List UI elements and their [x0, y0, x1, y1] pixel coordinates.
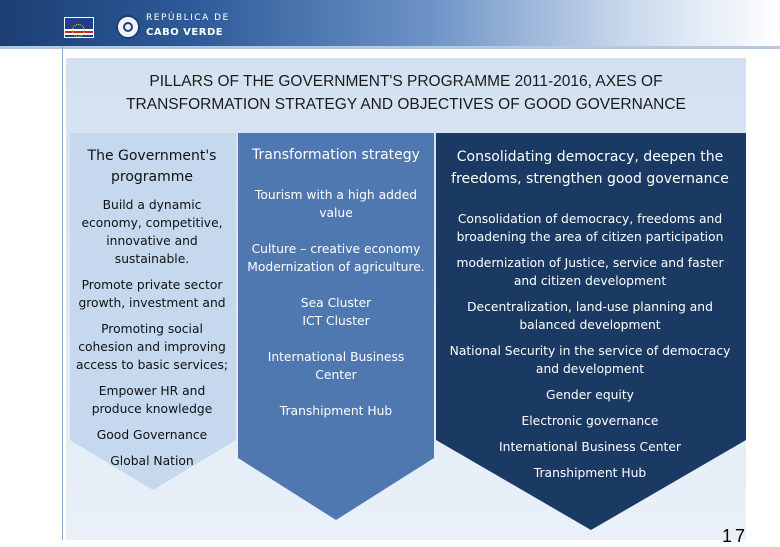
governance-item-1-line: Consolidation of democracy, freedoms and	[457, 212, 723, 226]
governance-item-5-line: Gender equity	[546, 388, 634, 402]
governance-header-line-1: Consolidating democracy, deepen the	[456, 149, 724, 165]
strategy-item-4	[240, 348, 432, 384]
programme-item-1-line: sustainable.	[114, 252, 190, 266]
governance-item-2-line: and citizen development	[513, 274, 667, 288]
programme-item-5	[72, 426, 232, 444]
title-line-1: PILLARS OF THE GOVERNMENT'S PROGRAMME 2011-2016, AXES OF	[149, 73, 663, 90]
governance-item-8-line: Transhipment Hub	[533, 466, 647, 480]
title-line-2: TRANSFORMATION STRATEGY AND OBJECTIVES OF GOOD GOVERNANCE	[126, 96, 686, 113]
programme-item-4-line: Empower HR and	[98, 384, 206, 398]
programme-item-6	[72, 452, 232, 470]
governance-item-2	[442, 254, 738, 290]
strategy-item-1	[240, 186, 432, 222]
governance-item-7-line: International Business Center	[499, 440, 681, 454]
governance-item-3	[442, 298, 738, 334]
strategy-item-2	[240, 240, 432, 276]
strategy-item-5	[240, 402, 432, 420]
strategy-item-2-line: Culture – creative economy	[251, 242, 421, 256]
programme-header-line-1: The Government's	[87, 148, 217, 164]
programme-item-4	[72, 382, 232, 418]
strategy-item-3-line: Sea Cluster	[300, 296, 372, 310]
strategy-item-1-line: value	[319, 206, 353, 220]
programme-item-1-line: economy, competitive,	[81, 216, 223, 230]
strategy-item-1-line: Tourism with a high added	[254, 188, 418, 202]
governance-item-3-line: balanced development	[519, 318, 661, 332]
governance-item-3-line: Decentralization, land-use planning and	[467, 300, 713, 314]
strategy-item-3-line: ICT Cluster	[302, 314, 370, 328]
governance-item-6-line: Electronic governance	[521, 414, 659, 428]
strategy-item-3	[240, 294, 432, 330]
programme-header	[72, 146, 232, 188]
programme-item-6-line: Global Nation	[110, 454, 194, 468]
programme-item-2	[72, 276, 232, 312]
country-name: CABO VERDE	[146, 26, 224, 38]
governance-item-4-line: National Security in the service of democracy	[449, 344, 731, 358]
country-top: REPÚBLICA DE	[146, 13, 230, 23]
governance-item-2-line: modernization of Justice, service and faster	[456, 256, 724, 270]
programme-header-line-2: programme	[110, 169, 193, 185]
governance-item-6	[442, 412, 738, 430]
strategy-item-4-line: International Business	[267, 350, 405, 364]
programme-item-1-line: Build a dynamic	[102, 198, 202, 212]
strategy-item-2-line: Modernization of agriculture.	[247, 260, 425, 274]
strategy-item-4-line: Center	[315, 368, 357, 382]
programme-item-3-line: Promoting social	[101, 322, 203, 336]
governance-item-8	[442, 464, 738, 482]
governance-header-line-2: freedoms, strengthen good governance	[451, 171, 729, 187]
governance-header	[442, 146, 738, 190]
strategy-item-5-line: Transhipment Hub	[279, 404, 393, 418]
programme-item-1	[72, 196, 232, 268]
page-number: 17	[722, 526, 749, 546]
programme-item-3-line: access to basic services;	[75, 358, 229, 372]
programme-item-3-line: cohesion and improving	[78, 340, 226, 354]
governance-item-1-line: broadening the area of citizen participation	[456, 230, 724, 244]
programme-item-3	[72, 320, 232, 374]
programme-item-2-line: Promote private sector	[81, 278, 223, 292]
governance-item-7	[442, 438, 738, 456]
governance-item-4-line: and development	[535, 362, 645, 376]
programme-item-2-line: growth, investment and	[78, 296, 226, 310]
programme-item-1-line: innovative and	[106, 234, 198, 248]
programme-item-4-line: produce knowledge	[91, 402, 213, 416]
strategy-header: Transformation strategy	[252, 147, 420, 163]
governance-item-1	[442, 210, 738, 246]
governance-item-4	[442, 342, 738, 378]
programme-item-5-line: Good Governance	[96, 428, 208, 442]
governance-item-5	[442, 386, 738, 404]
